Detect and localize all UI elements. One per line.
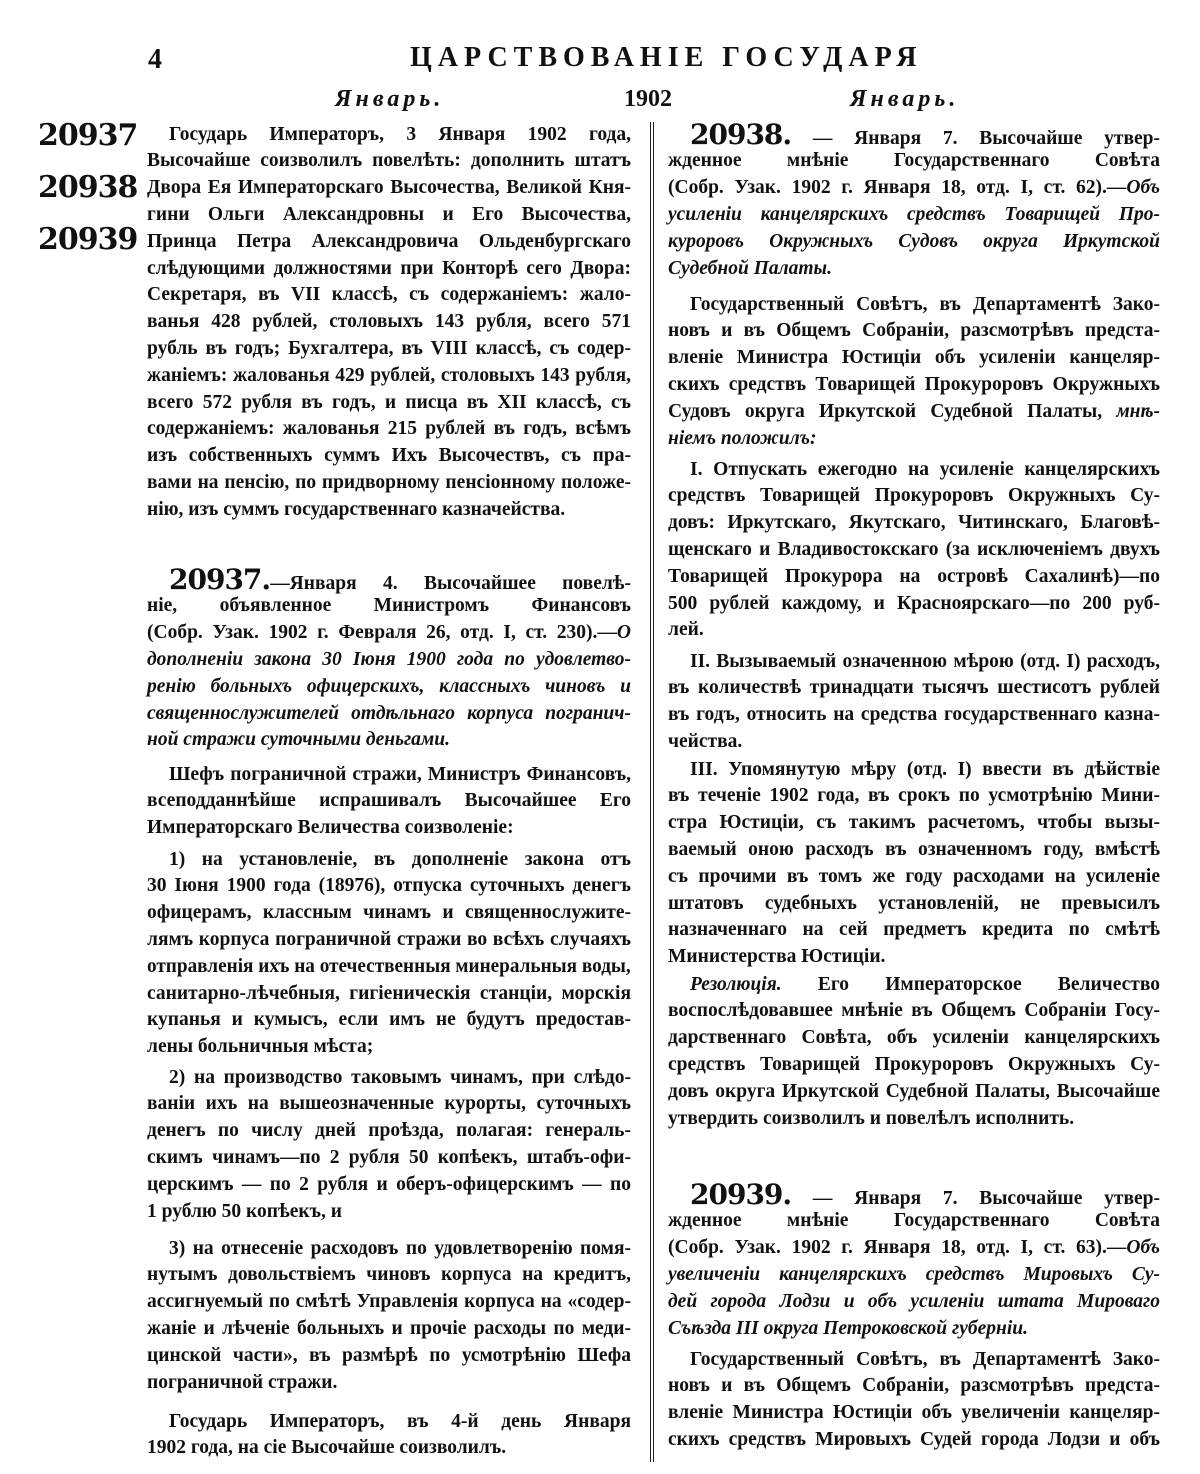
- margin-number: 20939: [38, 222, 138, 257]
- italic-text: увеличеніи канцелярскихъ средствъ Мировыхъ Су-: [668, 1263, 1160, 1285]
- text-line: назначеннаго на сей предметъ кредита по смѣтѣ: [668, 919, 1160, 941]
- text-line: Принца Петра Александровича Ольденбургскаго: [147, 230, 631, 252]
- text-line: утвердить соизволилъ и повелѣлъ исполнить.: [668, 1107, 1075, 1129]
- text-line: I. Отпускать ежегодно на усиленіе канцелярскихъ: [690, 458, 1160, 480]
- text-line: Товарищей Прокурора на островѣ Сахалинѣ)—по: [668, 565, 1160, 587]
- text-line: [668, 1316, 1160, 1343]
- paragraph: [147, 1065, 631, 1226]
- text-line: лены больничныя мѣста;: [147, 1036, 374, 1058]
- text-line: [668, 1177, 1160, 1211]
- text-line: [668, 117, 1160, 151]
- text-line: дарственнаго Совѣта, объ усиленіи канцелярскихъ: [668, 1027, 1160, 1049]
- text-line: [147, 620, 631, 647]
- year: 1902: [624, 86, 672, 112]
- month-left: Январь.: [335, 86, 445, 112]
- text-line: съ прочими въ томъ же году расходами на усиленіе: [668, 865, 1160, 887]
- text-line: [147, 562, 631, 596]
- entry-number: 20937.: [169, 562, 271, 596]
- text-line: Государственный Совѣтъ, въ Департаментѣ Зако-: [690, 1348, 1160, 1370]
- text: — Января 7. Высочайше утвер-: [791, 1187, 1160, 1209]
- text-line: [668, 256, 1160, 283]
- text-line: офицерамъ, классным чинамъ и священнослужите-: [147, 902, 631, 924]
- text-line: Государь Императоръ, въ 4-й день Января: [169, 1410, 631, 1432]
- text-line: санитарно-лѣчебныя, гигіеническія станціи, морскія: [147, 982, 631, 1004]
- text-line: Шефъ пограничной стражи, Министръ Финансовъ,: [169, 763, 631, 785]
- text-line: II. Вызываемый означенною мѣрою (отд. I) расходъ,: [690, 650, 1160, 672]
- text-line: ніе, объявленное Министромъ Финансовъ: [147, 595, 631, 617]
- text-line: [147, 727, 631, 754]
- text-line: вленіе Министра Юстиціи объ увеличеніи канцеляр-: [668, 1402, 1160, 1424]
- text-line: лямъ корпуса пограничной стражи во всѣхъ случаяхъ: [147, 928, 631, 950]
- running-title: ЦАРСТВОВАНІЕ ГОСУДАРЯ: [410, 42, 923, 73]
- text-line: Двора Ея Императорскаго Высочества, Великой Кня-: [147, 177, 631, 199]
- text-line: 1 рублю 50 копѣекъ, и: [147, 1200, 342, 1222]
- text-line: ваемый оною расходъ въ означенномъ году, вмѣстѣ: [668, 838, 1160, 860]
- text-line: жаніе и лѣченіе больныхъ и прочіе расходы по меди-: [147, 1317, 631, 1339]
- italic-text: мнѣ-: [1116, 400, 1160, 422]
- text-line: лей.: [668, 619, 704, 641]
- text-line: въ теченіе 1902 года, въ срокъ по усмотрѣнію Мини-: [668, 785, 1160, 807]
- text-line: изъ собственныхъ суммъ Ихъ Высочествъ, съ пра-: [147, 445, 631, 467]
- text-line: 30 Іюня 1900 года (18976), отпуска суточныхъ денегъ: [147, 875, 631, 897]
- text-line: въ количествѣ тринадцати тысячъ шестисотъ рублей: [668, 677, 1160, 699]
- text-line: скимъ чинамъ—по 2 рубля 50 копѣекъ, штабъ-офи-: [147, 1146, 631, 1168]
- text-line: рубль въ годъ; Бухгалтера, въ VIII классѣ, съ содер-: [147, 337, 631, 359]
- entry-number: 20939.: [690, 1177, 792, 1211]
- text-line: новъ и въ Общемъ Собраніи, разсмотрѣвъ предста-: [668, 320, 1160, 342]
- italic-text: Судебной Палаты.: [668, 257, 832, 279]
- italic-text: куроровъ Окружныхъ Судовъ округа Иркутской: [668, 230, 1160, 252]
- entry-number: 20938.: [690, 117, 792, 151]
- entry: [147, 562, 631, 755]
- italic-text: Съѣзда III округа Петроковской губерніи.: [668, 1317, 1028, 1339]
- text-line: Государь Императоръ, 3 Января 1902 года,: [169, 123, 631, 145]
- italic-text: Объ: [1126, 177, 1160, 199]
- text-line: [668, 1235, 1160, 1262]
- text-line: нутымъ довольствіемъ чиновъ корпуса на кредитъ,: [147, 1264, 631, 1286]
- italic-text: ніемъ положилъ:: [668, 427, 817, 449]
- text: Его Императорское Величество: [781, 973, 1160, 995]
- italic-text: О: [616, 622, 631, 644]
- text-line: 3) на отнесеніе расходовъ по удовлетворенію помя-: [169, 1237, 631, 1259]
- text-line: Государственный Совѣтъ, въ Департаментѣ Зако-: [690, 293, 1160, 315]
- text-line: ассигнуемый по смѣтѣ Управленія корпуса на «содер-: [147, 1291, 631, 1313]
- text-line: довъ: Иркутскаго, Якутскаго, Читинскаго, Благовѣ-: [668, 512, 1160, 534]
- paragraph: [668, 649, 1160, 756]
- text-line: [147, 701, 631, 728]
- text-line: церскимъ — по 2 рубля и оберъ-офицерскимъ — по: [147, 1173, 631, 1195]
- text: —Января 4. Высочайшее повелѣ-: [270, 572, 631, 594]
- text-line: [147, 674, 631, 701]
- text: — Января 7. Высочайше утвер-: [791, 127, 1160, 149]
- text-line: цинской части», въ размѣрѣ по усмотрѣнію Шефа: [147, 1344, 631, 1366]
- text-line: Министерства Юстиціи.: [668, 946, 886, 968]
- paragraph: [147, 762, 631, 842]
- text-line: отправленія ихъ на отечественныя минеральныя воды,: [147, 955, 631, 977]
- paragraph: [147, 1409, 631, 1463]
- text-line: новъ и въ Общемъ Собраніи, разсмотрѣвъ предста-: [668, 1375, 1160, 1397]
- text-line: Секретаря, въ VII классѣ, съ содержаніемъ: жало-: [147, 284, 631, 306]
- italic-text: дополненіи закона 30 Іюня 1900 года по удовлетво-: [147, 648, 631, 670]
- text-line: довъ округа Иркутской Судебной Палаты, Высочайше: [668, 1080, 1160, 1102]
- text-line: гини Ольги Александровны и Его Высочества,: [147, 203, 631, 225]
- italic-text: усиленіи канцелярскихъ средствъ Товарищей Про-: [668, 203, 1160, 225]
- italic-text: дей города Лодзи и объ усиленіи штата Мироваго: [668, 1290, 1160, 1312]
- margin-number: 20938: [38, 170, 138, 205]
- text-line: [668, 399, 1160, 426]
- text-line: жаніемъ: жалованья 429 рублей, столовыхъ 143 рубля,: [147, 364, 631, 386]
- text-line: денегъ по числу дней проѣзда, полагая: генераль-: [147, 1120, 631, 1142]
- text-line: [668, 202, 1160, 229]
- page-number: 4: [148, 44, 162, 75]
- italic-text: священнослужителей отдѣльнаго корпуса погранич-: [147, 702, 631, 724]
- paragraph: [668, 1347, 1160, 1454]
- entry: [668, 117, 1160, 283]
- paragraph: [147, 122, 631, 524]
- text-line: скихъ средствъ Мировыхъ Судей города Лодзи и объ: [668, 1428, 1160, 1450]
- text: (Собр. Узак. 1902 г. Января 18, отд. I, ст. 63).—: [668, 1237, 1127, 1259]
- text: (Собр. Узак. 1902 г. Января 18, отд. I, ст. 62).—: [668, 177, 1127, 199]
- text: Судовъ округа Иркутской Судебной Палаты,: [668, 400, 1117, 422]
- text-line: нію, изъ суммъ государственнаго казначейства.: [147, 498, 566, 520]
- text-line: [668, 229, 1160, 256]
- text-line: воспослѣдовавшее мнѣніе въ Общемъ Собраніи Госу-: [668, 1000, 1160, 1022]
- text-line: Императорскаго Величества соизволеніе:: [147, 817, 514, 839]
- text-line: [668, 175, 1160, 202]
- text-line: штатовъ судебныхъ установленій, не превысилъ: [668, 892, 1160, 914]
- margin-number: 20937: [38, 118, 138, 153]
- paragraph: [668, 757, 1160, 971]
- month-right: Январь.: [850, 86, 960, 112]
- italic-text: Резолюція.: [690, 973, 782, 995]
- italic-text: Объ: [1126, 1237, 1160, 1259]
- paragraph: [147, 847, 631, 1061]
- column-divider: [650, 122, 654, 1462]
- text-line: [668, 1262, 1160, 1289]
- text-line: вленіе Министра Юстиціи объ усиленіи канцеляр-: [668, 347, 1160, 369]
- text-line: 1902 года, на сіе Высочайше соизволилъ.: [147, 1437, 507, 1459]
- text-line: Высочайше соизволилъ повелѣть: дополнить штатъ: [147, 150, 631, 172]
- text-line: 1) на установленіе, въ дополненіе закона отъ: [169, 848, 631, 870]
- text-line: стра Юстиціи, съ такимъ расчетомъ, чтобы вызы-: [668, 812, 1160, 834]
- text-line: въ годъ, относить на средства государственнаго казна-: [668, 704, 1160, 726]
- text-line: содержаніемъ: жалованья 215 рублей въ годъ, всѣмъ: [147, 418, 631, 440]
- text-line: купанья и кумысъ, если имъ не будутъ предостав-: [147, 1009, 631, 1031]
- text-line: ваніи ихъ на вышеозначенные курорты, суточныхъ: [147, 1093, 631, 1115]
- text-line: слѣдующими должностями при Конторѣ сего Двора:: [147, 257, 631, 279]
- text-line: всего 572 рубля въ годъ, и писца въ XII классѣ, съ: [147, 391, 631, 413]
- text-line: пограничной стражи.: [147, 1371, 338, 1393]
- text-line: [147, 647, 631, 674]
- paragraph: [668, 292, 1160, 453]
- text-line: чейства.: [668, 730, 743, 752]
- text-line: [668, 1289, 1160, 1316]
- text-line: III. Упомянутую мѣру (отд. I) ввести въ дѣйствіе: [690, 758, 1160, 780]
- text: (Собр. Узак. 1902 г. Февраля 26, отд. I, ст. 230).—: [147, 622, 617, 644]
- text-line: [668, 972, 1160, 999]
- text-line: 500 рублей каждому, и Красноярскаго—по 200 руб-: [668, 592, 1160, 614]
- text-line: ванья 428 рублей, столовыхъ 143 рубля, всего 571: [147, 311, 631, 333]
- entry: [668, 1177, 1160, 1343]
- text-line: жденное мнѣніе Государственнаго Совѣта: [668, 150, 1160, 172]
- text-line: щенскаго и Владивостокскаго (за исключеніемъ двухъ: [668, 538, 1160, 560]
- text-line: скихъ средствъ Товарищей Прокуроровъ Окружныхъ: [668, 373, 1160, 395]
- text-line: средствъ Товарищей Прокуроровъ Окружныхъ Су-: [668, 1053, 1160, 1075]
- paragraph: [668, 972, 1160, 1133]
- italic-text: ной стражи суточными деньгами.: [147, 729, 451, 751]
- paragraph: [668, 457, 1160, 645]
- paragraph: [147, 1236, 631, 1397]
- text-line: 2) на производство таковымъ чинамъ, при слѣдо-: [169, 1066, 631, 1088]
- text-line: вами на пенсію, по придворному пенсіонному положе-: [147, 471, 631, 493]
- text-line: жденное мнѣніе Государственнаго Совѣта: [668, 1210, 1160, 1232]
- text-line: средствъ Товарищей Прокуроровъ Окружныхъ Су-: [668, 485, 1160, 507]
- italic-text: ренію больныхъ офицерскихъ, классныхъ чиновъ и: [147, 675, 631, 697]
- text-line: [668, 426, 1160, 453]
- text-line: всеподданнѣйше испрашивалъ Высочайшее Его: [147, 790, 631, 812]
